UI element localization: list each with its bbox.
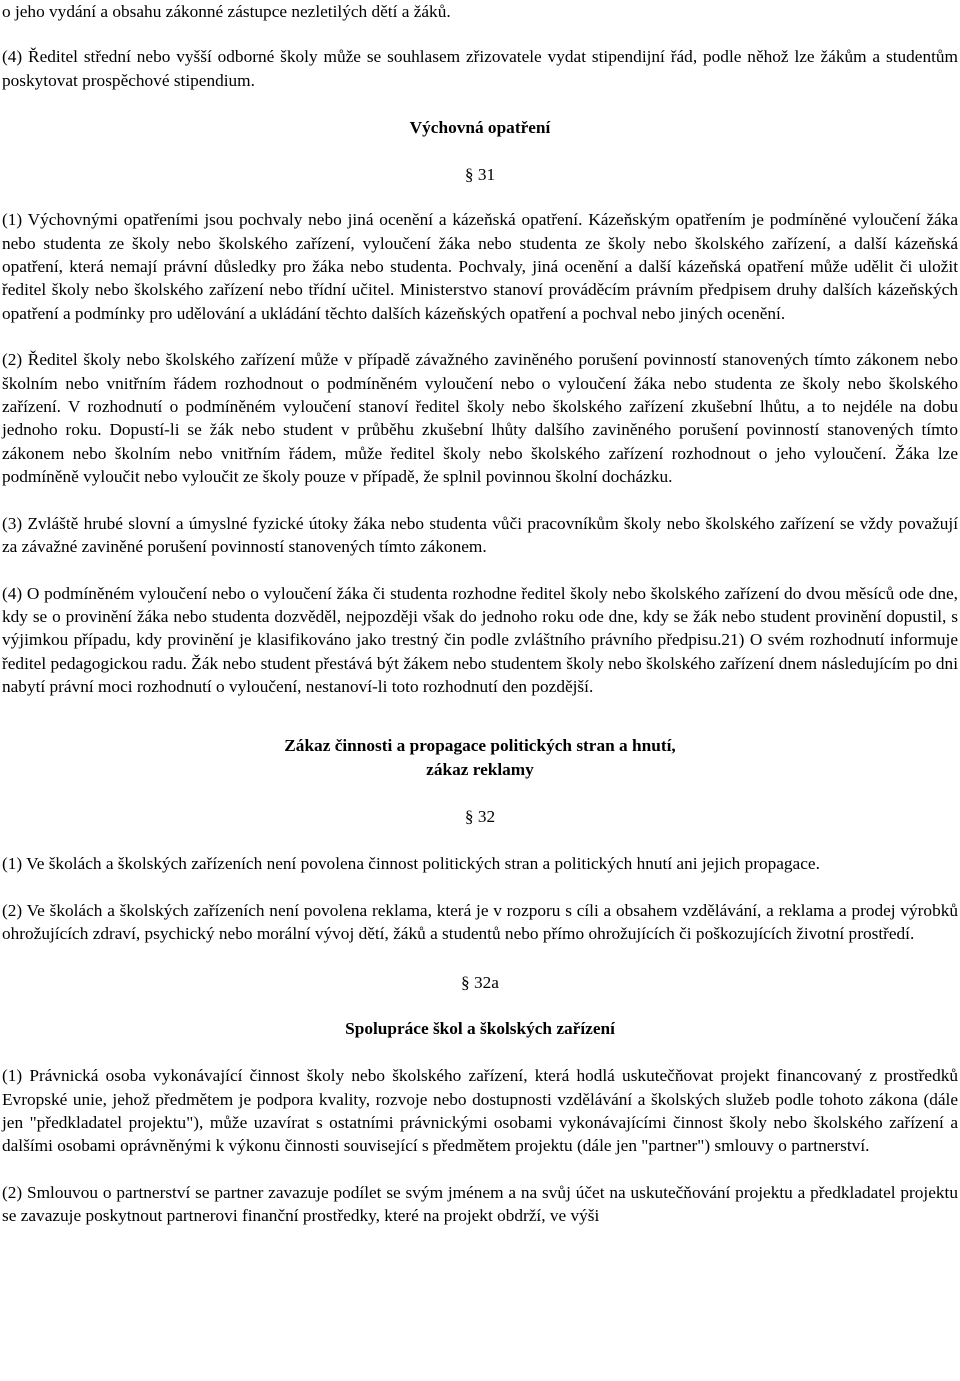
paragraph-31-1: (1) Výchovnými opatřeními jsou pochvaly nebo jiná ocenění a kázeňská opatření. Kázeňským opatřením je podmíněné vyloučení žáka nebo studenta ze školy nebo školského zařízení, vyloučení žáka nebo studenta ze školy nebo školského zařízení, a další kázeňská opatření, která nemají právní důsledky pro žáka nebo studenta. Pochvaly, jiná ocenění a další kázeňská opatření může udělit či uložit ředitel školy nebo školského zařízení nebo třídní učitel. Ministerstvo stanoví prováděcím právním předpisem druhy dalších kázeňských opatření a podmínky pro udělování a ukládání těchto dalších kázeňských opatření a pochval nebo jiných ocenění.	[2, 210, 958, 323]
section-31-label: 31	[477, 165, 496, 185]
paragraph-31-4: (4) O podmíněném vyloučení nebo o vyloučení žáka či studenta rozhodne ředitel školy nebo školského zařízení do dvou měsíců ode dne, kdy se o provinění žáka nebo studenta dozvěděl, nejpozději však do jednoho roku ode dne, kdy se žák nebo student provinění dopustil, s výjimkou případu, kdy provinění je klasifikováno jako trestný čin podle zvláštního právního předpisu.21) O svém rozhodnutí informuje ředitel pedagogickou radu. Žák nebo student přestává být žákem nebo studentem školy nebo školského zařízení dnem následujícím po dni nabytí právní moci rozhodnutí o vyloučení, nestanoví-li toto rozhodnutí den pozdější.	[2, 583, 958, 697]
section-sign: §	[461, 972, 474, 992]
paragraph-32a-2: (2) Smlouvou o partnerství se partner zavazuje podílet se svým jménem a na svůj účet na uskutečňování projektu a předkladatel projektu se zavazuje poskytnout partnerovi finanční prostředky, které na projekt obdrží, ve výši	[2, 1182, 958, 1226]
document-page	[2, 0, 958, 1227]
paragraph-30-4: (4) Ředitel střední nebo vyšší odborné školy může se souhlasem zřizovatele vydat stipendijní řád, podle něhož lze žákům a studentům poskytovat prospěchové stipendium.	[2, 47, 958, 90]
section-number-32	[2, 805, 958, 828]
heading-zakaz-line-2: zákaz reklamy	[426, 759, 534, 779]
section-sign: §	[464, 806, 478, 826]
section-sign: §	[464, 165, 478, 185]
section-32a-label: 32a	[474, 972, 499, 992]
section-32-label: 32	[477, 806, 496, 826]
paragraph-31-3: (3) Zvláště hrubé slovní a úmyslné fyzické útoky žáka nebo studenta vůči pracovníkům školy nebo školského zařízení se vždy považují za závažné zaviněné porušení povinností stanovených tímto zákonem.	[2, 513, 958, 557]
section-number-31	[2, 163, 958, 186]
paragraph-32a-1: (1) Právnická osoba vykonávající činnost školy nebo školského zařízení, která hodlá uskutečňovat projekt financovaný z prostředků Evropské unie, jehož předmětem je podpora kvality, rozvoje nebo dostupnosti vzdělávání a školských služeb podle tohoto zákona (dále jen "předkladatel projektu"), může uzavírat s ostatními právnickými osobami vykonávajícími činnost školy nebo školského zařízení a dalšími osobami oprávněnými k výkonu činnosti související s předmětem projektu (dále jen "partner") smlouvy o partnerství.	[2, 1066, 958, 1156]
heading-vychovna-opatreni: Výchovná opatření	[409, 117, 551, 137]
heading-spoluprace: Spolupráce škol a školských zařízení	[345, 1018, 615, 1038]
heading-zakaz-line-1: Zákaz činnosti a propagace politických stran a hnutí,	[284, 736, 676, 756]
paragraph-32-1: (1) Ve školách a školských zařízeních není povolena činnost politických stran a politických hnutí ani jejich propagace.	[2, 854, 820, 874]
paragraph-31-2: (2) Ředitel školy nebo školského zařízení může v případě závažného zaviněného porušení povinností stanovených tímto zákonem nebo školním nebo vnitřním řádem rozhodnout o podmíněném vyloučení nebo o vyloučení žáka nebo studenta ze školy nebo školského zařízení. V rozhodnutí o podmíněném vyloučení stanoví ředitel školy nebo školského zařízení zkušební lhůtu, a to nejdéle na dobu jednoho roku. Dopustí-li se žák nebo student v průběhu zkušební lhůty dalšího zaviněného porušení povinností stanovených tímto zákonem nebo školním nebo vnitřním řádem, může ředitel školy nebo školského zařízení rozhodnout o jeho vyloučení. Žáka lze podmíněně vyloučit nebo vyloučit ze školy pouze v případě, že splnil povinnou školní docházku.	[2, 350, 958, 486]
intro-tail-paragraph: o jeho vydání a obsahu zákonné zástupce nezletilých dětí a žáků.	[2, 2, 451, 21]
paragraph-32-2: (2) Ve školách a školských zařízeních není povolena reklama, která je v rozporu s cíli a obsahem vzdělávání, a reklama a prodej výrobků ohrožujících zdraví, psychický nebo morální vývoj dětí, žáků a studentů nebo přímo ohrožujících či poškozujících životní prostředí.	[2, 901, 958, 944]
section-number-32a	[2, 971, 958, 994]
